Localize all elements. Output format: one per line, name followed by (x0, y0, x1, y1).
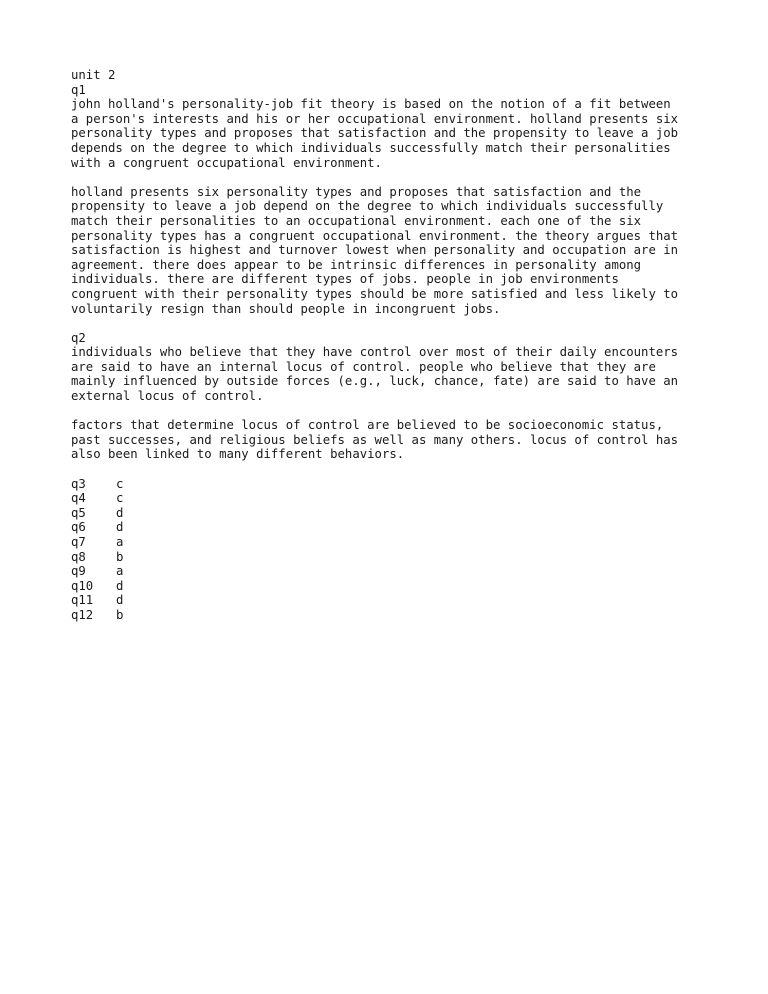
paragraph-gap (71, 316, 711, 331)
answer-letter: a (116, 535, 124, 549)
answer-letter: d (116, 578, 124, 593)
text-line: personality types has a congruent occupational environment. the theory argues that (71, 228, 679, 243)
text-line: a person's interests and his or her occupational environment. holland presents six (71, 111, 679, 126)
question-number: q5 (71, 505, 86, 520)
paragraph-gap (71, 404, 711, 419)
question-number: q12 (71, 607, 94, 622)
text-line: personality types and proposes that satisfaction and the propensity to leave a job (71, 126, 679, 141)
text-line: mainly influenced by outside forces (e.g., luck, chance, fate) are said to have an (71, 374, 679, 389)
q1-label: q1 (71, 82, 86, 97)
q2-paragraph-2 (71, 418, 711, 462)
text-line: congruent with their personality types should be more satisfied and less likely to (71, 286, 679, 301)
text-line: voluntarily resign than should people in incongruent jobs. (71, 301, 501, 316)
question-number: q9 (71, 564, 86, 579)
answer-letter: b (116, 549, 124, 564)
unit-heading: unit 2 (71, 68, 116, 82)
answer-row (71, 520, 711, 535)
answer-row (71, 506, 711, 521)
text-line: external locus of control. (71, 389, 264, 404)
text-line: individuals. there are different types of jobs. people in job environments (71, 272, 619, 287)
q1-paragraph-2 (71, 185, 711, 316)
q2-paragraph-1 (71, 345, 711, 403)
answer-letter: b (116, 607, 124, 622)
q2-label: q2 (71, 330, 86, 345)
text-line: past successes, and religious beliefs as well as many others. locus of control has (71, 432, 679, 447)
text-line: agreement. there does appear to be intrinsic differences in personality among (71, 257, 642, 272)
question-number: q6 (71, 520, 86, 535)
text-line: depends on the degree to which individuals successfully match their personalities (71, 140, 671, 155)
answer-row (71, 593, 711, 608)
answer-letter: a (116, 564, 124, 579)
answer-row (71, 579, 711, 594)
answer-row (71, 477, 711, 492)
answer-row (71, 535, 711, 550)
text-line: john holland's personality-job fit theory is based on the notion of a fit between (71, 97, 671, 112)
text-line: factors that determine locus of control are believed to be socioeconomic status, (71, 418, 664, 433)
text-line: propensity to leave a job depend on the degree to which individuals successfully (71, 199, 664, 214)
answer-list (71, 477, 711, 623)
question-number: q8 (71, 549, 86, 564)
text-line: holland presents six personality types and proposes that satisfaction and the (71, 184, 642, 199)
text-line: with a congruent occupational environment. (71, 155, 382, 170)
question-number: q3 (71, 476, 86, 491)
text-line: are said to have an internal locus of control. people who believe that they are (71, 359, 656, 374)
answer-letter: d (116, 505, 124, 520)
text-line: satisfaction is highest and turnover lowest when personality and occupation are in (71, 243, 679, 258)
answer-letter: c (116, 491, 124, 506)
paragraph-gap (71, 170, 711, 185)
question-number: q10 (71, 578, 94, 593)
answer-row (71, 564, 711, 579)
document-page (71, 68, 711, 623)
text-line: individuals who believe that they have control over most of their daily encounters (71, 345, 679, 360)
answer-row (71, 608, 711, 623)
question-number: q4 (71, 491, 86, 506)
answer-letter: d (116, 593, 124, 608)
q1-paragraph-1 (71, 97, 711, 170)
question-number: q11 (71, 593, 94, 608)
answer-row (71, 491, 711, 506)
answer-letter: d (116, 520, 124, 535)
text-line: match their personalities to an occupational environment. each one of the six (71, 213, 642, 228)
text-line: also been linked to many different behaviors. (71, 447, 405, 462)
answer-row (71, 550, 711, 565)
paragraph-gap (71, 462, 711, 477)
question-number: q7 (71, 535, 86, 549)
answer-letter: c (116, 476, 124, 491)
